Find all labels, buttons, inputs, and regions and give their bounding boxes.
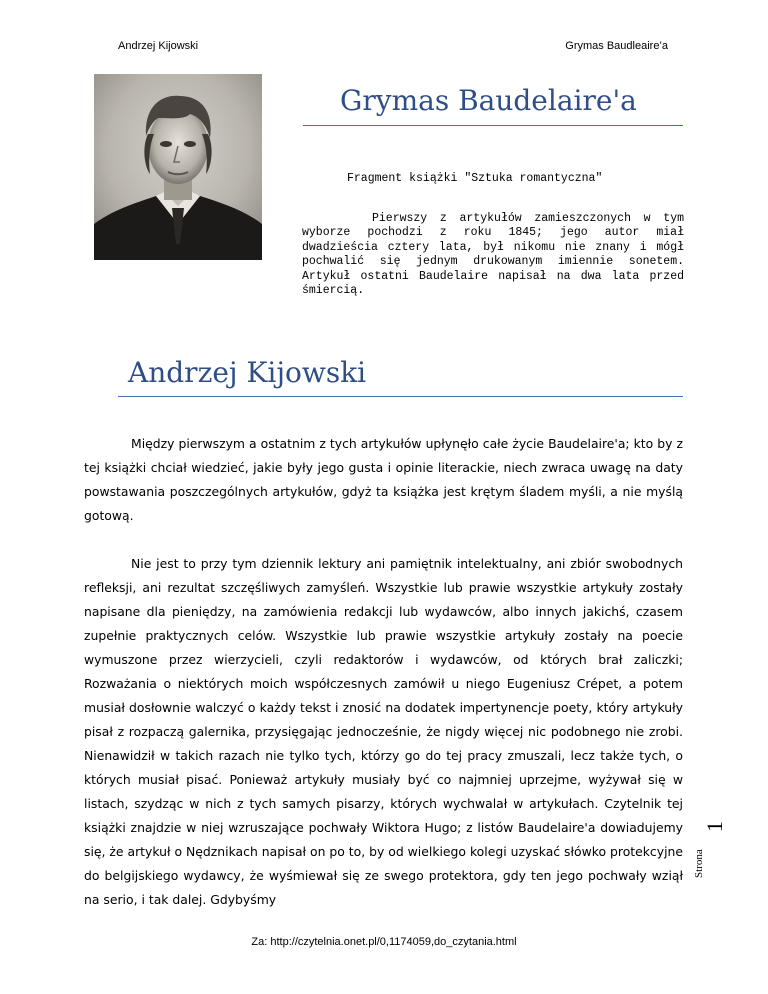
source-footer: Za: http://czytelnia.onet.pl/0,1174059,do_czytania.html <box>251 936 517 948</box>
author-divider <box>118 396 683 397</box>
book-fragment-note: Fragment książki "Sztuka romantyczna" <box>347 172 603 185</box>
page-number: 1 <box>702 821 727 832</box>
title-divider <box>303 125 683 126</box>
header-author: Andrzej Kijowski <box>118 40 199 52</box>
page-number-sidebar <box>690 821 727 880</box>
body-paragraph-1: Między pierwszym a ostatnim z tych artykułów upłynęło całe życie Baudelaire'a; kto by z tej książki chciał wiedzieć, jakie były jego gusta i opinie literackie, niech zwraca uwagę na daty powstawania poszczególnych artykułów, gdyż ta książka jest krętym śladem myśli, a nie myślą gotową. <box>84 436 683 523</box>
author-heading: Andrzej Kijowski <box>128 356 367 389</box>
body-paragraph-2: Nie jest to przy tym dziennik lektury ani pamiętnik intelektualny, ani zbiór swobodnych refleksji, ani rezultat szczęśliwych zamyśleń. Wszystkie lub prawie wszystkie artykuły zostały napisane dla pieniędzy, na zamówienia redakcji lub wydawców, albo innych jakichś, czasem zupełnie praktycznych celów. Wszystkie lub prawie wszystkie artykuły zostały na poecie wymuszone przez wierzycieli, czyli redaktorów i wydawców, od których brał zaliczki; Rozważania o niektórych moich współczesnych zamówił u niego Eugeniusz Crépet, a potem musiał dosłownie walczyć o każdy tekst i znosić na dodatek impertynencje poety, który artykuły pisał z rozpaczą galernika, przysięgając jednocześnie, że nigdy więcej nic podobnego nie zrobi. Nienawidził w takich razach nie tylko tych, którzy go do tej pracy zmuszali, lecz także tych, o których musiał pisać. Ponieważ artykuły musiały być co najmniej uprzejme, wyżywał się w listach, szydząc w nich z tych samych pisarzy, których wychwalał w artykułach. Czytelnik tej książki znajdzie w niej wzruszające pochwały Wiktora Hugo; z listów Baudelaire'a dowiadujemy się, że artykuł o Nędznikach napisał on po to, by od wielkiego kolegi uzyskać słówko protekcyjne do belgijskiego wydawcy, że wyśmiewał się ze swego protektora, gdy ten jego pochwały wziął na serio, i tak dalej. Gdybyśmy <box>84 556 683 907</box>
page-label: Strona <box>693 849 705 878</box>
article-title: Grymas Baudelaire'a <box>340 84 637 117</box>
intro-note: Pierwszy z artykułów zamieszczonych w tym wyborze pochodzi z roku 1845; jego autor miał dwadzieścia cztery lata, był nikomu nie znany i mógł pochwalić się jednym drukowanym imiennie sonetem. Artykuł ostatni Baudelaire napisał na dwa lata przed śmiercią. <box>302 212 684 298</box>
portrait-photo <box>94 74 262 260</box>
header-title: Grymas Baudleaire’a <box>565 40 668 52</box>
